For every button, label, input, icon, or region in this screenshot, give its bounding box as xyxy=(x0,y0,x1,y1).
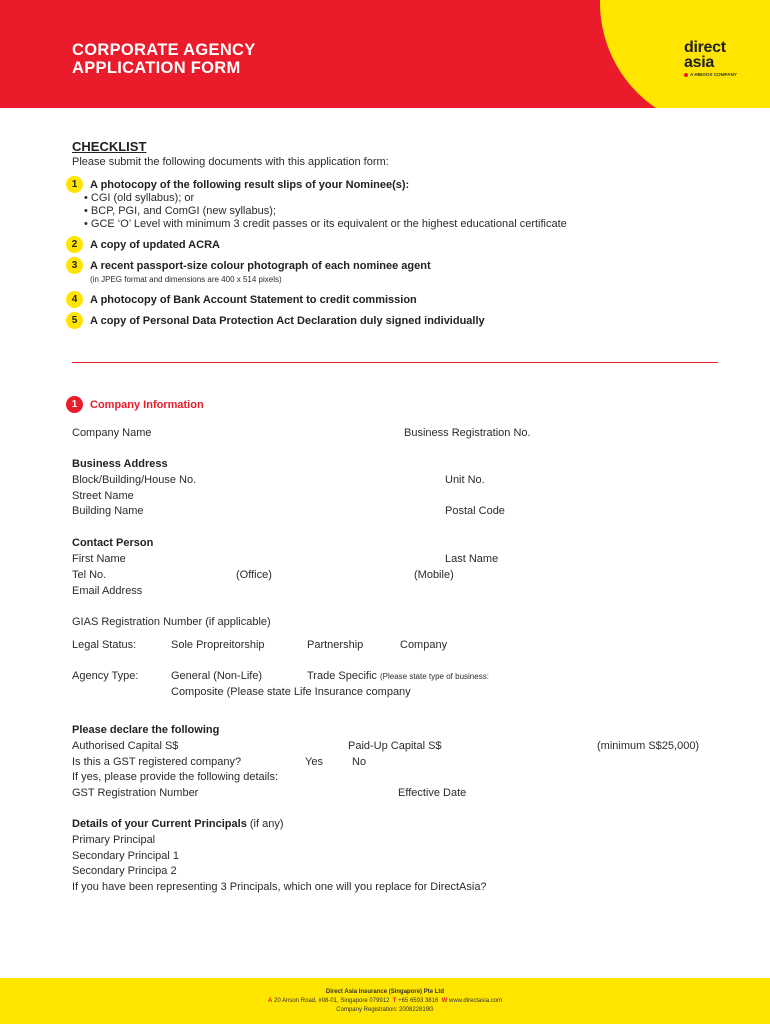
secondary-principal-1-label: Secondary Principal 1 xyxy=(72,850,180,862)
legal-status-label: Legal Status: xyxy=(72,639,137,651)
partnership-option: Partnership xyxy=(307,639,364,651)
form-title xyxy=(72,41,256,77)
trade-specific-note: (Please state type of business: xyxy=(379,672,489,681)
sub-item-gce: • GCE ‘O’ Level with minimum 3 credit passes or its equivalent or the highest educational certificate xyxy=(84,218,567,230)
company-name-label: Company Name xyxy=(72,427,152,439)
contact-person-heading: Contact Person xyxy=(72,537,154,549)
checklist-title: CHECKLIST xyxy=(72,139,147,154)
footer-contact-line xyxy=(0,997,770,1006)
checklist-intro: Please submit the following documents with this application form: xyxy=(72,156,389,168)
footer-phone: +65 6593 3816 xyxy=(398,998,439,1004)
logo-word-asia: asia xyxy=(684,54,714,71)
directasia-logo xyxy=(684,40,737,77)
number-badge: 5 xyxy=(66,312,83,329)
checklist-item-text: A copy of Personal Data Protection Act Declaration duly signed individually xyxy=(90,314,485,327)
footer-address: 20 Anson Road, #08-01, Singapore 079912 xyxy=(273,998,390,1004)
logo-dot-icon xyxy=(684,73,688,77)
authorised-capital-label: Authorised Capital S$ xyxy=(72,740,179,752)
sole-proprietorship-option: Sole Propreitorship xyxy=(171,639,265,651)
checklist-item-text: A recent passport-size colour photograph of each nominee agent xyxy=(90,259,431,272)
footer-registration: Company Registration: 200822819G xyxy=(336,1007,434,1013)
header-banner xyxy=(0,0,770,108)
email-label: Email Address xyxy=(72,585,143,597)
general-option: General (Non-Life) xyxy=(171,670,263,682)
building-name-label: Building Name xyxy=(72,505,144,517)
checklist-item-2 xyxy=(66,236,220,253)
section-title: Company Information xyxy=(90,398,204,411)
logo-tagline-text: A HIBOOX COMPANY xyxy=(690,72,737,77)
logo-word-direct: direct xyxy=(684,39,726,56)
mobile-label: (Mobile) xyxy=(414,569,454,581)
checklist-item-text: A photocopy of Bank Account Statement to credit commission xyxy=(90,293,417,306)
block-label: Block/Building/House No. xyxy=(72,474,197,486)
trade-specific-text: Trade Specific xyxy=(307,670,377,682)
company-option: Company xyxy=(400,639,448,651)
gst-no-option: No xyxy=(352,756,367,768)
replace-principal-question: If you have been representing 3 Principals, which one will you replace for DirectAsia? xyxy=(72,881,487,893)
checklist-item-text: A photocopy of the following result slips of your Nominee(s): xyxy=(90,178,410,191)
office-label: (Office) xyxy=(236,569,272,581)
primary-principal-label: Primary Principal xyxy=(72,834,156,846)
form-title-line1: CORPORATE AGENCY xyxy=(72,41,256,59)
business-address-heading: Business Address xyxy=(72,458,168,470)
declare-heading: Please declare the following xyxy=(72,724,220,736)
first-name-label: First Name xyxy=(72,553,126,565)
composite-option: Composite (Please state Life Insurance company xyxy=(171,686,411,698)
checklist-item-4 xyxy=(66,291,417,308)
footer-web-label: W xyxy=(441,998,448,1004)
sub-item-cgi: • CGI (old syllabus); or xyxy=(84,192,195,204)
logo-tagline xyxy=(684,72,737,77)
section-company-information xyxy=(66,396,204,413)
gst-yes-option: Yes xyxy=(305,756,323,768)
minimum-capital-note: (minimum S$25,000) xyxy=(597,740,700,752)
secondary-principal-2-label: Secondary Principa 2 xyxy=(72,865,177,877)
section-divider xyxy=(72,362,718,363)
footer-phone-label: T xyxy=(392,998,397,1004)
paid-up-capital-label: Paid-Up Capital S$ xyxy=(348,740,442,752)
checklist-item-text: A copy of updated ACRA xyxy=(90,238,220,251)
gias-label: GIAS Registration Number (if applicable) xyxy=(72,616,271,628)
footer-company-name: Direct Asia Insurance (Singapore) Pte Ltd xyxy=(325,989,445,995)
form-title-line2: APPLICATION FORM xyxy=(72,59,241,77)
footer-address-label: A xyxy=(267,998,273,1004)
principals-heading-bold: Details of your Current Principals xyxy=(72,818,247,830)
principals-heading-note: (if any) xyxy=(249,818,284,830)
gst-question: Is this a GST registered company? xyxy=(72,756,242,768)
section-number-badge: 1 xyxy=(66,396,83,413)
checklist-item-1 xyxy=(66,176,409,193)
number-badge: 3 xyxy=(66,257,83,274)
agency-type-label: Agency Type: xyxy=(72,670,139,682)
number-badge: 4 xyxy=(66,291,83,308)
gst-number-label: GST Registration Number xyxy=(72,787,199,799)
effective-date-label: Effective Date xyxy=(398,787,467,799)
sub-item-bcp: • BCP, PGI, and ComGI (new syllabus); xyxy=(84,205,276,217)
photo-note: (in JPEG format and dimensions are 400 x 514 pixels) xyxy=(90,275,282,284)
principals-heading xyxy=(72,818,284,830)
checklist-item-3 xyxy=(66,257,431,274)
tel-no-label: Tel No. xyxy=(72,569,107,581)
checklist-item-5 xyxy=(66,312,485,329)
footer-website-link[interactable]: www.directasia.com xyxy=(449,998,503,1004)
trade-specific-option xyxy=(307,670,489,682)
number-badge: 1 xyxy=(66,176,83,193)
postal-code-label: Postal Code xyxy=(445,505,505,517)
if-yes-instruction: If yes, please provide the following details: xyxy=(72,771,279,783)
unit-no-label: Unit No. xyxy=(445,474,485,486)
street-name-label: Street Name xyxy=(72,490,134,502)
footer xyxy=(0,978,770,1024)
number-badge: 2 xyxy=(66,236,83,253)
business-reg-no-label: Business Registration No. xyxy=(404,427,531,439)
last-name-label: Last Name xyxy=(445,553,499,565)
